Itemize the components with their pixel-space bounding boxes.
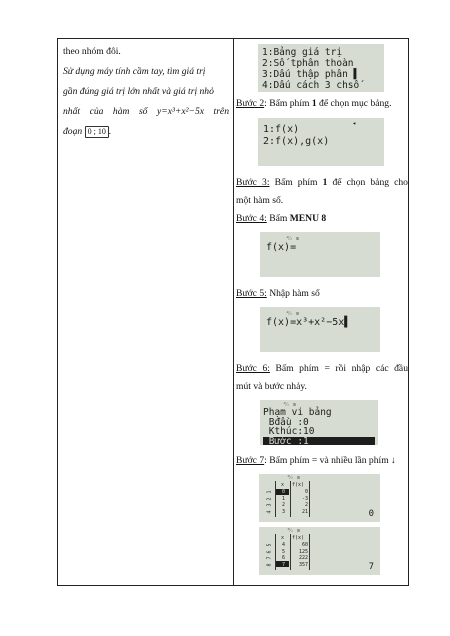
- status-indicator: ᵈ⁄ᵣ ≡: [287, 528, 300, 534]
- menu-line-4: 4:Dấu cách 3 chsố: [262, 80, 360, 91]
- task-line-4: [63, 122, 229, 142]
- fx-value: 222: [298, 555, 308, 561]
- step-2-key: 1: [311, 98, 317, 109]
- menu-line-3: 3:Dấu thập phân ▌: [262, 69, 360, 80]
- calculator-screen-table-2: [259, 527, 380, 575]
- x-value: 2: [282, 502, 286, 508]
- status-indicator: ᵈ⁄ᵣ ≡: [287, 475, 300, 481]
- fx-value: 21: [301, 508, 308, 515]
- interval-bracket: 0 ; 10: [85, 126, 109, 138]
- calculator-screen-function-mode: [258, 118, 384, 166]
- x-value: 5: [282, 548, 286, 555]
- step-3: [236, 174, 408, 210]
- x-value: 4: [282, 542, 286, 548]
- x-value: 6: [282, 555, 286, 561]
- task-line-3-a: nhất của hàm số: [63, 106, 148, 117]
- fx-header: f(x): [292, 482, 305, 488]
- task-line-1: Sử dụng máy tính cầm tay, tìm giá trị: [63, 66, 206, 77]
- step-3-rest: để chọn bảng cho: [327, 177, 408, 188]
- fx-input-line: f(x)=: [266, 242, 297, 253]
- step-3-line-1: [236, 174, 408, 192]
- status-indicator: ᵈ⁄ᵣ ≡: [283, 402, 296, 408]
- mode-line-2: 2:f(x),g(x): [263, 136, 330, 147]
- step-3-label: Bước 3:: [236, 177, 270, 188]
- fx-value: -3: [301, 495, 308, 502]
- task-line-2: gần đúng giá trị lớn nhất và giá trị nhỏ: [63, 86, 214, 97]
- step-4-key: MENU 8: [289, 213, 327, 224]
- fx-col-divider: [309, 534, 310, 570]
- range-title: Phạm vi bảng: [263, 407, 332, 418]
- step-2-text: : Bấm phím: [264, 98, 312, 109]
- row-number: 2: [266, 496, 273, 501]
- row-number: 5: [266, 543, 273, 547]
- range-start: Bđầu :0: [263, 416, 309, 428]
- row-number: 4: [266, 509, 273, 514]
- step-6-line-2: mút và bước nhảy.: [236, 381, 307, 392]
- calculator-screen-table-range: [260, 400, 378, 445]
- fx-col-divider: [309, 481, 310, 517]
- task-line-4-b: .: [108, 126, 112, 137]
- fx-value: 2: [304, 502, 308, 508]
- calculator-screen-fx-entered: [260, 307, 380, 352]
- fx-value: 0: [304, 489, 308, 495]
- step-2: [236, 95, 408, 113]
- mode-line-1: 1:f(x): [263, 124, 300, 135]
- x-header: x: [281, 535, 285, 541]
- scroll-arrow-icon: ◂: [352, 120, 356, 127]
- step-6-text: Bấm phím = rồi nhập các đầu: [269, 363, 408, 374]
- column-divider: [233, 38, 234, 586]
- left-column: [63, 42, 229, 142]
- cell-value: 7: [368, 562, 374, 572]
- status-indicator: ᵈ⁄ᵣ ≡: [286, 311, 299, 317]
- menu-line-1: 1:Bảng giá trị: [262, 47, 343, 58]
- step-6: [236, 360, 408, 396]
- x-value: 1: [282, 495, 286, 502]
- row-number: 7: [266, 556, 273, 560]
- step-2-rest: để chọn mục bảng.: [316, 98, 392, 109]
- fx-expression-line: f(x)=x³+x²−5x▌: [266, 317, 351, 328]
- fx-header: f(x): [292, 535, 305, 541]
- calculator-screen-fx-empty: [260, 232, 380, 277]
- function-expression: y=x³+x²−5x: [157, 106, 205, 117]
- step-4-text: Bấm: [266, 213, 290, 224]
- range-step-highlight: Bước :1: [263, 437, 375, 446]
- row-number: 8: [266, 562, 273, 567]
- step-5-text: Nhập hàm số: [266, 288, 320, 299]
- step-2-label: Bước 2: [236, 98, 265, 109]
- step-6-label: Bước 6:: [236, 363, 270, 374]
- step-3-line-2: một hàm số.: [236, 195, 284, 206]
- row-number: 6: [266, 549, 273, 554]
- fx-value: 60: [301, 542, 308, 548]
- range-end: Kthúc:10: [263, 426, 315, 437]
- step-4-label: Bước 4:: [236, 213, 267, 224]
- step-7: [236, 452, 408, 470]
- fx-value: 357: [298, 561, 308, 568]
- status-indicator: ᵈ⁄ᵣ ≡: [286, 236, 299, 242]
- row-number: 1: [266, 490, 273, 494]
- step-6-line-1: [236, 360, 408, 378]
- row-num-divider: [275, 481, 276, 517]
- x-value: 0: [282, 489, 286, 495]
- menu-line-2: 2:Số tphân thoàn: [262, 58, 354, 69]
- task-line-3: [63, 102, 229, 122]
- step-5: [236, 285, 408, 303]
- step-3-text: Bấm phím: [269, 177, 323, 188]
- calculator-screen-table-1: [259, 474, 380, 522]
- x-header: x: [281, 482, 285, 488]
- x-value: 7: [282, 561, 286, 568]
- row-number: 3: [266, 503, 273, 507]
- calculator-screen-setup-menu: [258, 44, 384, 92]
- step-3-key: 1: [322, 177, 328, 188]
- intro-text: theo nhóm đôi.: [63, 46, 121, 57]
- step-5-label: Bước 5:: [236, 288, 267, 299]
- task-line-4-a: đoạn: [63, 126, 83, 137]
- x-col-divider: [290, 481, 291, 517]
- task-line-3-b: trên: [213, 106, 229, 117]
- step-7-label: Bước 7: [236, 455, 265, 466]
- x-col-divider: [290, 534, 291, 570]
- step-7-text: : Bấm phím = và nhiều lần phím ↓: [264, 455, 396, 466]
- x-value: 3: [282, 508, 286, 515]
- cell-value: 0: [368, 509, 374, 519]
- fx-value: 125: [298, 548, 308, 555]
- step-4: [236, 210, 408, 228]
